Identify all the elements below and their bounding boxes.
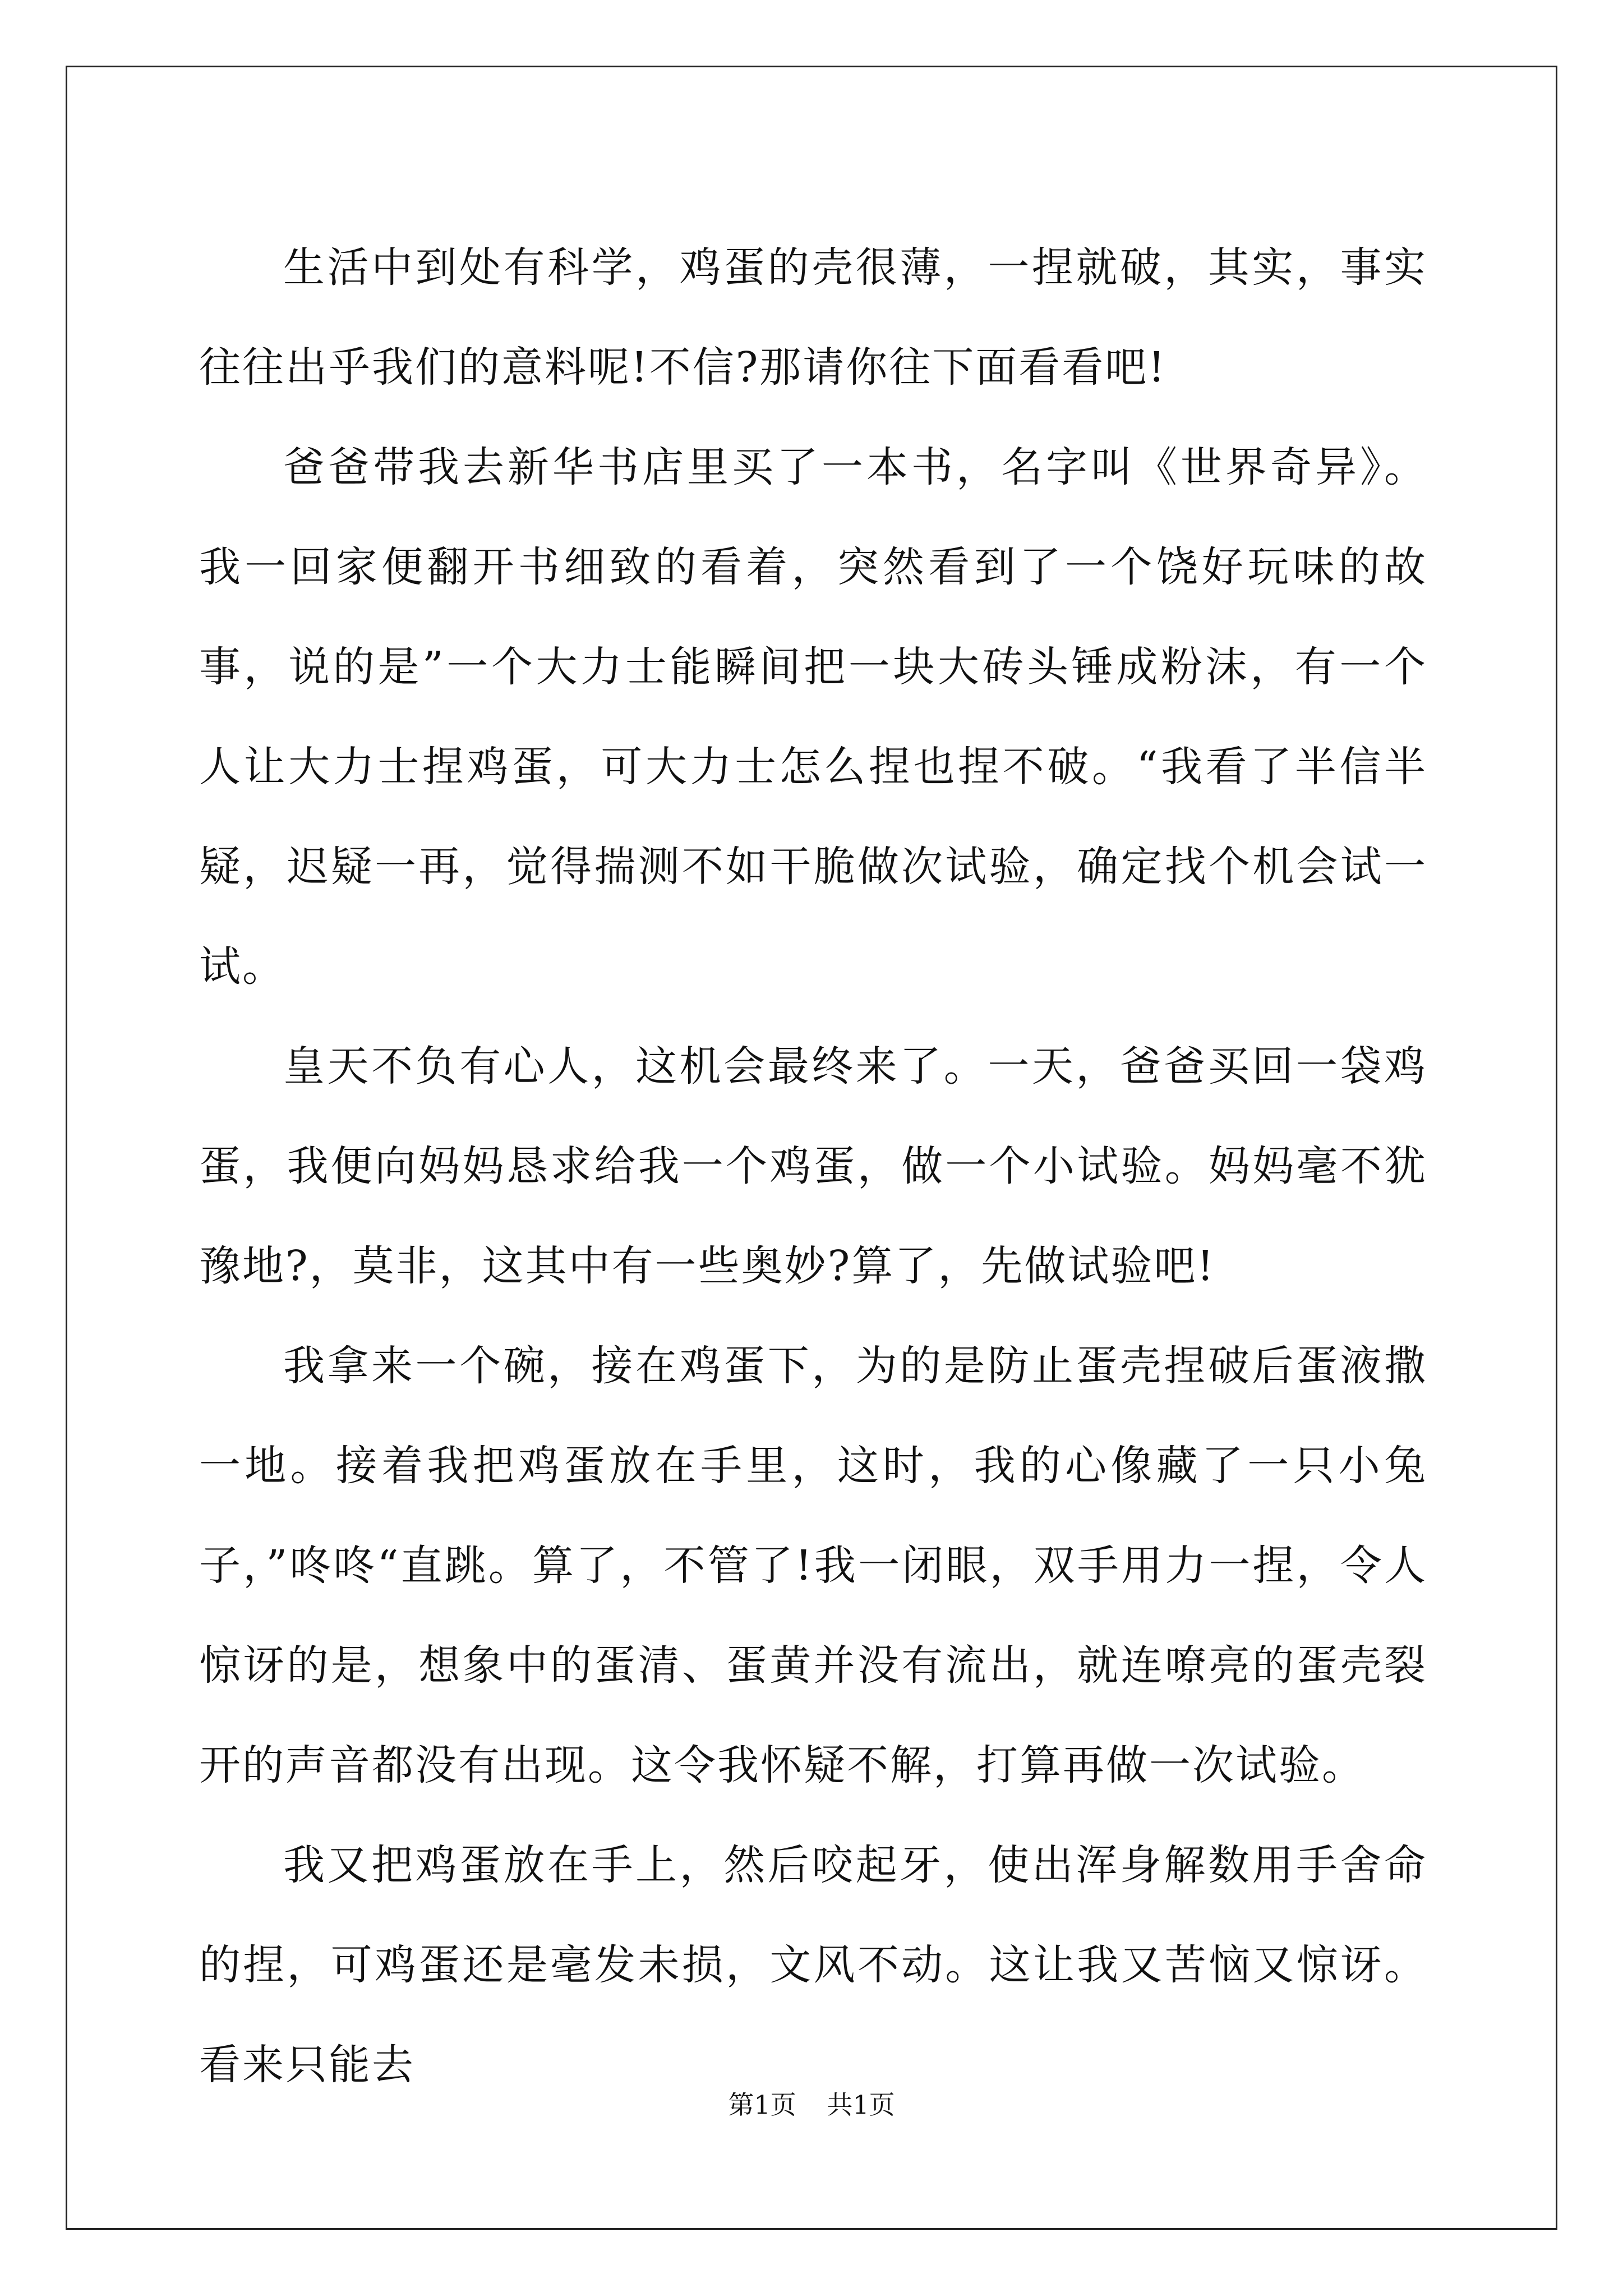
paragraph-5: 我又把鸡蛋放在手上，然后咬起牙，使出浑身解数用手舍命的捏，可鸡蛋还是毫发未损，文风不动。这让我又苦恼又惊讶。看来只能去 — [199, 1841, 1427, 2089]
paragraph-3: 皇天不负有心人，这机会最终来了。一天，爸爸买回一袋鸡蛋，我便向妈妈恳求给我一个鸡蛋，做一个小试验。妈妈毫不犹豫地?，莫非，这其中有一些奥妙?算了，先做试验吧! — [199, 1042, 1427, 1290]
page-number: 第1页 — [728, 2090, 796, 2120]
document-body — [199, 218, 1427, 2115]
page-footer — [0, 2088, 1623, 2122]
paragraph-4: 我拿来一个碗，接在鸡蛋下，为的是防止蛋壳捏破后蛋液撒一地。接着我把鸡蛋放在手里，这时，我的心像藏了一只小兔子，”咚咚“直跳。算了，不管了!我一闭眼，双手用力一捏，令人惊讶的是，想象中的蛋清、蛋黄并没有流出，就连嘹亮的蛋壳裂开的声音都没有出现。这令我怀疑不解，打算再做一次试验。 — [199, 1342, 1427, 1789]
paragraph-1: 生活中到处有科学，鸡蛋的壳很薄，一捏就破，其实，事实往往出乎我们的意料呢!不信?那请你往下面看看吧! — [199, 243, 1427, 392]
paragraph-2: 爸爸带我去新华书店里买了一本书，名字叫《世界奇异》。我一回家便翻开书细致的看着，突然看到了一个饶好玩味的故事，说的是”一个大力士能瞬间把一块大砖头锤成粉沫，有一个人让大力士捏鸡蛋，可大力士怎么捏也捏不破。“我看了半信半疑，迟疑一再，觉得揣测不如干脆做次试验，确定找个机会试一试。 — [199, 443, 1427, 991]
page-total: 共1页 — [827, 2090, 895, 2120]
